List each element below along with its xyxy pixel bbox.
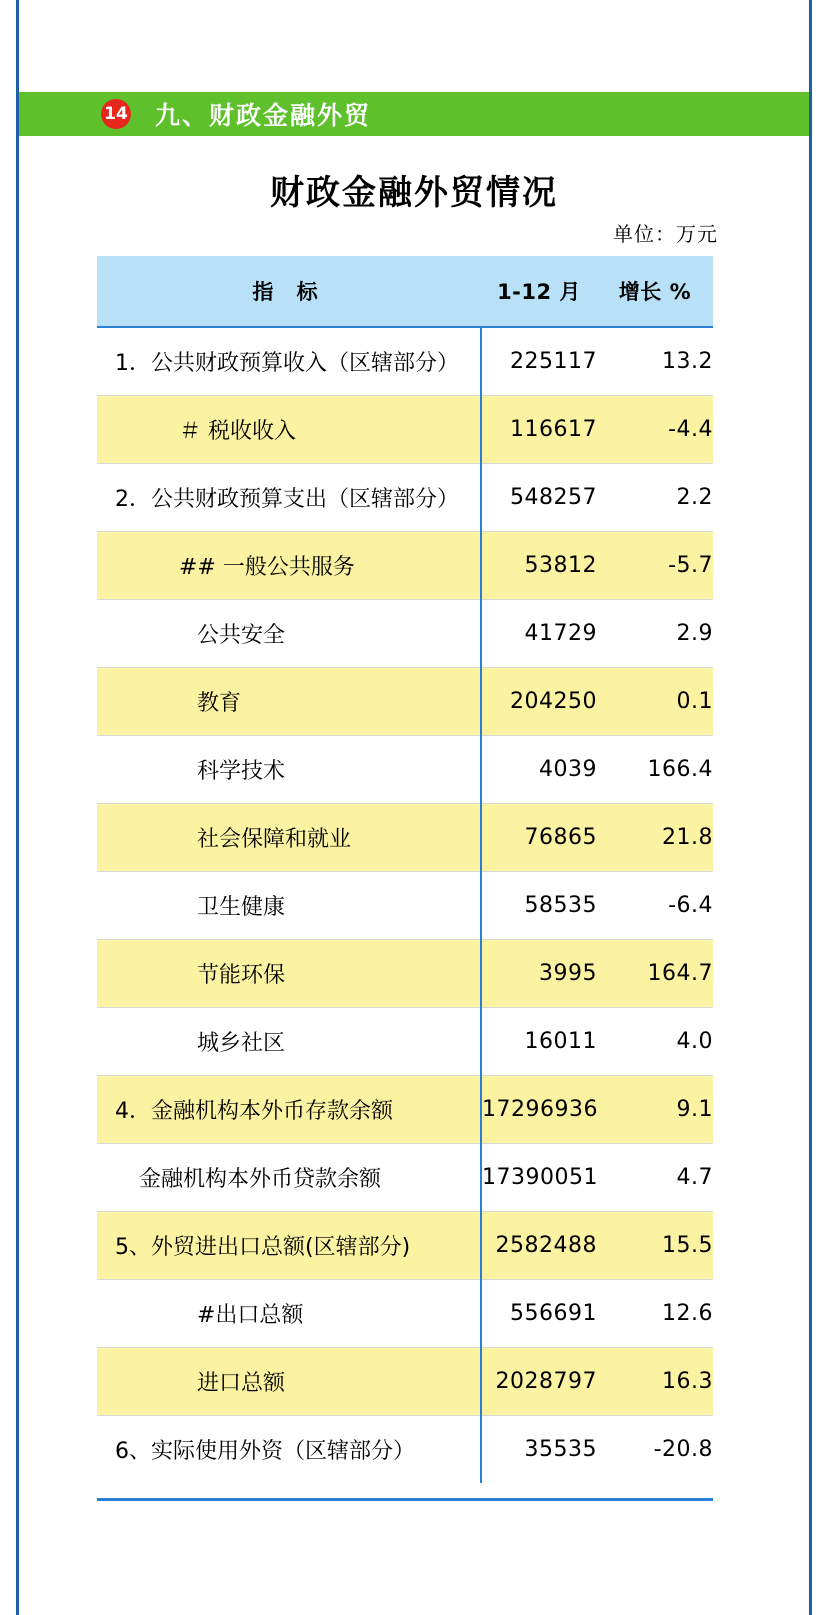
table-row bbox=[97, 736, 713, 804]
unit-note: 单位：万元 bbox=[613, 222, 718, 246]
row-value: 58535 bbox=[481, 872, 597, 940]
row-value: 17296936 bbox=[481, 1076, 597, 1144]
column-header-indicator: 指 标 bbox=[97, 256, 481, 327]
row-growth: 16.3 bbox=[597, 1348, 713, 1416]
row-label-text: ＃ 税收收入 bbox=[179, 419, 296, 444]
row-label bbox=[97, 940, 481, 1008]
row-growth: -4.4 bbox=[597, 396, 713, 464]
table-row bbox=[97, 1144, 713, 1212]
row-growth: 15.5 bbox=[597, 1212, 713, 1280]
row-label bbox=[97, 1144, 481, 1212]
row-value: 53812 bbox=[481, 532, 597, 600]
table-row bbox=[97, 1416, 713, 1484]
row-growth: -6.4 bbox=[597, 872, 713, 940]
row-label-text: 社会保障和就业 bbox=[197, 827, 352, 852]
page-number-badge: 14 bbox=[101, 99, 131, 129]
row-label bbox=[97, 327, 481, 396]
row-label-text: 公共安全 bbox=[197, 623, 286, 648]
row-value: 204250 bbox=[481, 668, 597, 736]
row-label bbox=[97, 1348, 481, 1416]
row-label bbox=[97, 396, 481, 464]
row-value: 116617 bbox=[481, 396, 597, 464]
table-row bbox=[97, 1008, 713, 1076]
row-label bbox=[97, 464, 481, 532]
right-margin-rule bbox=[809, 0, 812, 1615]
row-growth: 21.8 bbox=[597, 804, 713, 872]
table-row bbox=[97, 1348, 713, 1416]
row-label-text: ## 一般公共服务 bbox=[179, 555, 355, 580]
table-row bbox=[97, 1076, 713, 1144]
section-header-band bbox=[19, 92, 809, 136]
row-value: 41729 bbox=[481, 600, 597, 668]
row-growth: 12.6 bbox=[597, 1280, 713, 1348]
statistics-table bbox=[97, 256, 713, 1483]
row-label bbox=[97, 1008, 481, 1076]
row-label-text: 5、外贸进出口总额(区辖部分) bbox=[115, 1235, 411, 1260]
row-growth: 4.0 bbox=[597, 1008, 713, 1076]
row-growth: 164.7 bbox=[597, 940, 713, 1008]
row-label-text: 6、实际使用外资（区辖部分） bbox=[115, 1439, 415, 1464]
row-label bbox=[97, 1212, 481, 1280]
table-header bbox=[97, 256, 713, 327]
table-row bbox=[97, 804, 713, 872]
row-label bbox=[97, 668, 481, 736]
row-label-text: 卫生健康 bbox=[197, 895, 286, 920]
row-value: 4039 bbox=[481, 736, 597, 804]
row-value: 35535 bbox=[481, 1416, 597, 1484]
row-value: 548257 bbox=[481, 464, 597, 532]
row-growth: 9.1 bbox=[597, 1076, 713, 1144]
row-label bbox=[97, 736, 481, 804]
table-row bbox=[97, 1212, 713, 1280]
row-value: 3995 bbox=[481, 940, 597, 1008]
row-value: 16011 bbox=[481, 1008, 597, 1076]
row-value: 225117 bbox=[481, 327, 597, 396]
row-label bbox=[97, 1416, 481, 1484]
section-title: 九、财政金融外贸 bbox=[155, 101, 372, 130]
column-header-period: 1-12 月 bbox=[481, 256, 597, 327]
row-label-text: 4．金融机构本外币存款余额 bbox=[115, 1099, 393, 1124]
table-row bbox=[97, 532, 713, 600]
row-growth: 166.4 bbox=[597, 736, 713, 804]
row-growth: -20.8 bbox=[653, 1437, 713, 1462]
row-growth: 2.9 bbox=[597, 600, 713, 668]
table-row bbox=[97, 396, 713, 464]
row-growth: 0.1 bbox=[597, 668, 713, 736]
row-value: 556691 bbox=[481, 1280, 597, 1348]
row-value: 76865 bbox=[481, 804, 597, 872]
row-label-text: #出口总额 bbox=[197, 1303, 304, 1328]
table-bottom-rule bbox=[97, 1498, 713, 1501]
row-label bbox=[97, 1280, 481, 1348]
row-growth: -5.7 bbox=[597, 532, 713, 600]
row-growth: 2.2 bbox=[597, 464, 713, 532]
page-title: 财政金融外贸情况 bbox=[270, 173, 558, 213]
row-label-text: 金融机构本外币贷款余额 bbox=[139, 1167, 382, 1192]
row-label-text: 城乡社区 bbox=[197, 1031, 286, 1056]
column-header-growth: 增长 % bbox=[597, 256, 713, 327]
row-label-text: 科学技术 bbox=[197, 759, 286, 784]
row-label bbox=[97, 804, 481, 872]
row-label-text: 进口总额 bbox=[197, 1371, 286, 1396]
table-row bbox=[97, 464, 713, 532]
row-label-text: 2．公共财政预算支出（区辖部分） bbox=[115, 487, 459, 512]
table-row bbox=[97, 668, 713, 736]
row-label bbox=[97, 872, 481, 940]
row-label bbox=[97, 600, 481, 668]
row-label bbox=[97, 1076, 481, 1144]
row-growth: 13.2 bbox=[597, 327, 713, 396]
row-label-text: 节能环保 bbox=[197, 963, 286, 988]
table-row bbox=[97, 872, 713, 940]
row-label bbox=[97, 532, 481, 600]
table-row bbox=[97, 940, 713, 1008]
row-label-text: 1．公共财政预算收入（区辖部分） bbox=[115, 351, 459, 376]
row-label-text: 教育 bbox=[197, 691, 242, 716]
left-margin-rule bbox=[16, 0, 19, 1615]
row-value: 2582488 bbox=[481, 1212, 597, 1280]
row-value: 2028797 bbox=[481, 1348, 597, 1416]
table-row bbox=[97, 1280, 713, 1348]
row-growth: 4.7 bbox=[597, 1144, 713, 1212]
table-row bbox=[97, 600, 713, 668]
table-body bbox=[97, 327, 713, 1483]
row-value: 17390051 bbox=[481, 1144, 597, 1212]
table-row bbox=[97, 327, 713, 396]
